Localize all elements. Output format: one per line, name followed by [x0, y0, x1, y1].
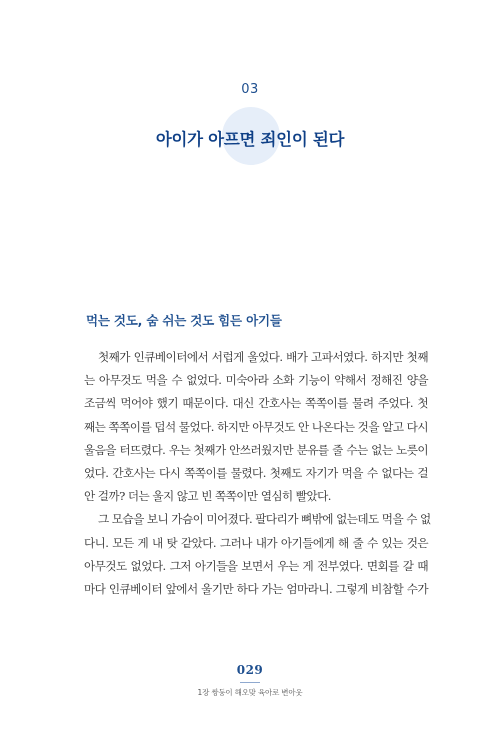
section-heading: 먹는 것도, 숨 쉬는 것도 힘든 아기들 [86, 313, 282, 328]
body-line: 첫째가 인큐베이터에서 서럽게 울었다. 배가 고파서였다. 하지만 첫째 [98, 350, 428, 364]
page-number: 029 [236, 663, 264, 677]
body-line: 울음을 터뜨렸다. 우는 첫째가 안쓰러웠지만 분유를 줄 수는 없는 노릇이 [84, 442, 428, 457]
body-line: 아무것도 없었다. 그저 아기들을 보면서 우는 게 전부였다. 면회를 갈 때 [84, 558, 428, 573]
body-line: 다니. 모든 게 내 탓 같았다. 그러나 내가 아기들에게 해 줄 수 있는 것은 [84, 535, 428, 550]
body-line: 째는 쪽쪽이를 덥석 물었다. 하지만 아무것도 안 나온다는 것을 알고 다시 [84, 419, 428, 434]
page-number-rule [240, 682, 260, 683]
body-line: 안 걸까? 더는 울지 않고 빈 쪽쪽이만 열심히 빨았다. [84, 489, 331, 504]
body-text [84, 346, 431, 601]
body-line: 그 모습을 보니 가슴이 미어졌다. 팔다리가 뼈밖에 없는데도 먹을 수 없 [98, 512, 431, 527]
chapter-number: 03 [241, 82, 259, 97]
body-line: 조금씩 먹어야 했기 때문이다. 대신 간호사는 쪽쪽이를 물려 주었다. 첫 [84, 396, 428, 411]
body-line: 는 아무것도 먹을 수 없었다. 미숙아라 소화 기능이 약해서 정해진 양을 [84, 373, 428, 388]
chapter-title: 아이가 아프면 죄인이 된다 [155, 130, 345, 149]
body-line: 었다. 간호사는 다시 쪽쪽이를 물렸다. 첫째도 자기가 먹을 수 없다는 걸 [84, 466, 428, 481]
body-line: 마다 인큐베이터 앞에서 울기만 하다 가는 엄마라니. 그렇게 비참할 수가 [84, 582, 428, 597]
running-footer: 1장 쌍둥이 해오맞 육아로 변아웃 [197, 688, 303, 697]
